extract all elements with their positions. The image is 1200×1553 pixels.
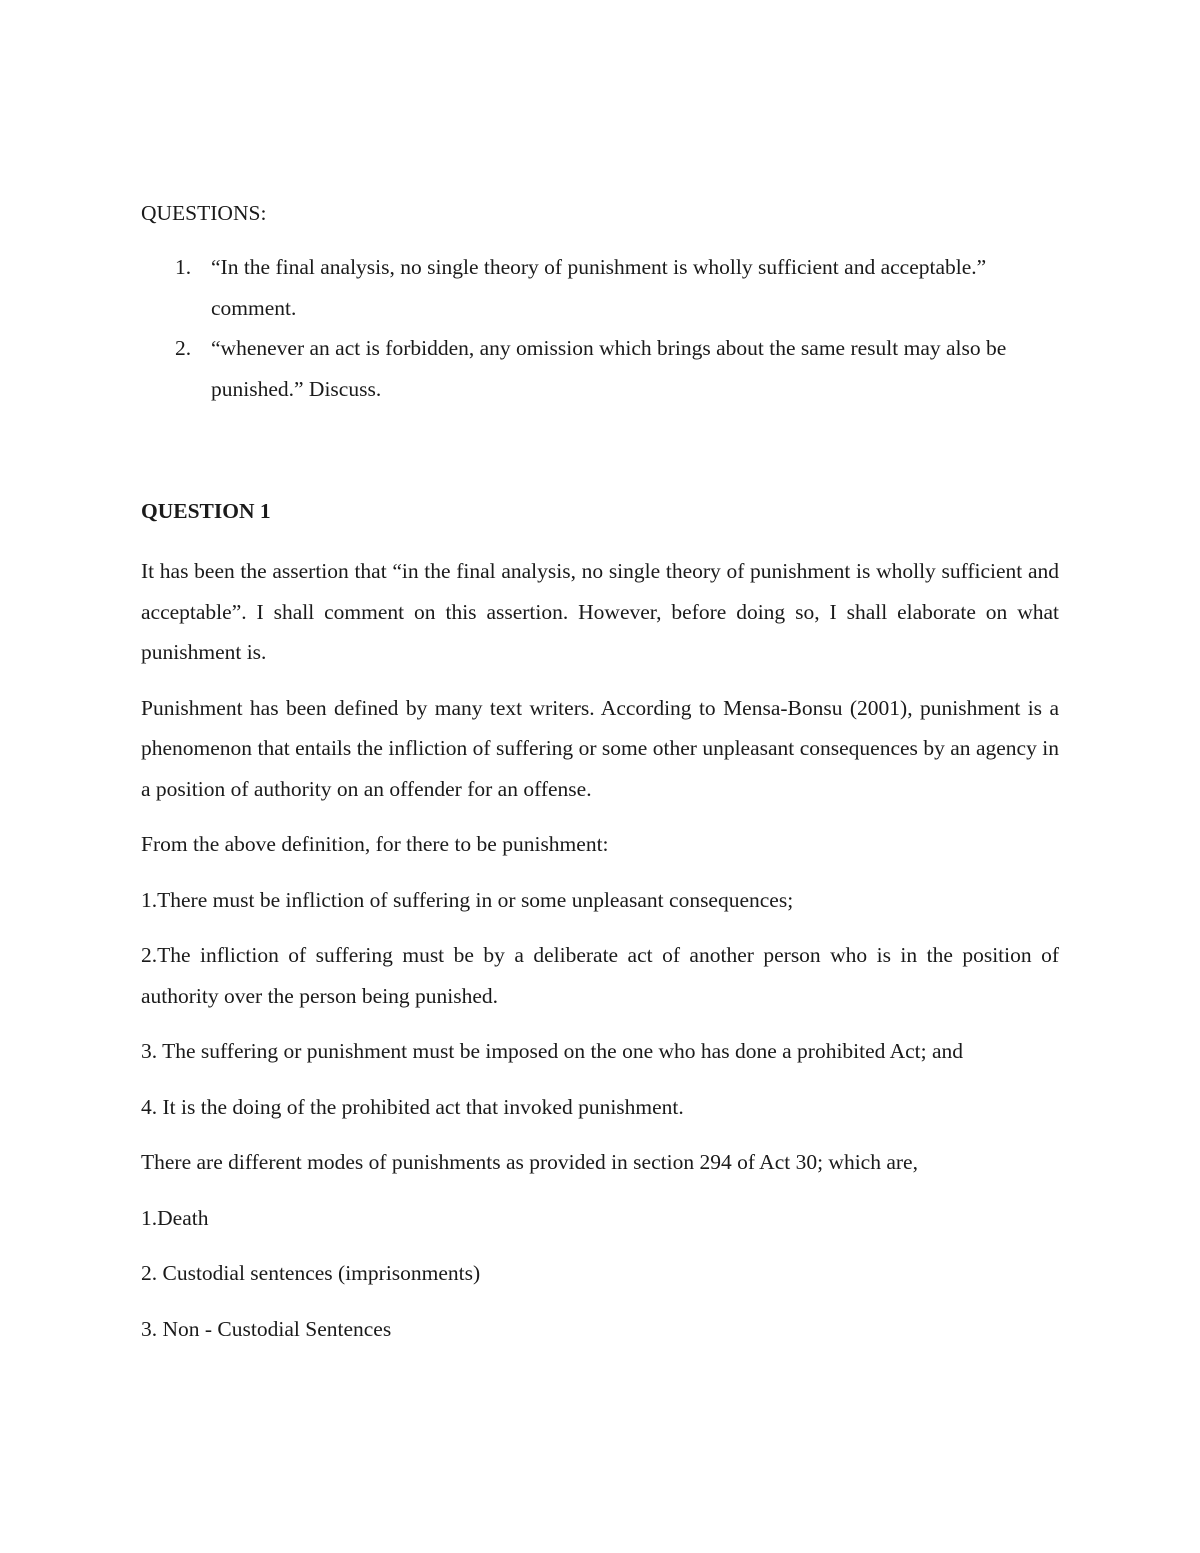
question-text: “In the final analysis, no single theory of punishment is wholly sufficient and acceptable.” comment. bbox=[211, 255, 987, 320]
question-item bbox=[141, 328, 1059, 409]
list-item: 3. Non - Custodial Sentences bbox=[141, 1316, 392, 1341]
question-number: 1. bbox=[175, 255, 192, 279]
question-text: “whenever an act is forbidden, any omission which brings about the same result may also be punished.” Discuss. bbox=[211, 336, 1007, 401]
document-content bbox=[141, 195, 1059, 1349]
paragraph: Punishment has been defined by many text writers. According to Mensa-Bonsu (2001), punishment is a phenomenon that entails the infliction of suffering or some other unpleasant consequences by an agency in a position of authority on an offender for an offense. bbox=[141, 695, 1059, 801]
section-title: QUESTION 1 bbox=[141, 499, 271, 523]
list-item: 3. The suffering or punishment must be imposed on the one who has done a prohibited Act; and bbox=[141, 1039, 964, 1063]
list-item: 2. Custodial sentences (imprisonments) bbox=[141, 1261, 481, 1285]
list-item: 1.Death bbox=[141, 1205, 209, 1230]
list-item: 2.The infliction of suffering must be by a deliberate act of another person who is in the position of authority over the person being punished. bbox=[141, 943, 1059, 1008]
questions-heading: QUESTIONS: bbox=[141, 201, 267, 225]
question-item bbox=[141, 247, 1059, 328]
question-number: 2. bbox=[175, 336, 192, 360]
list-item: 4. It is the doing of the prohibited act that invoked punishment. bbox=[141, 1094, 684, 1119]
questions-list bbox=[141, 247, 1059, 409]
list-item: 1.There must be infliction of suffering in or some unpleasant consequences; bbox=[141, 887, 794, 912]
paragraph: It has been the assertion that “in the final analysis, no single theory of punishment is wholly sufficient and acceptable”. I shall comment on this assertion. However, before doing so, I shall elaborate on what punishment is. bbox=[141, 559, 1059, 664]
paragraph: From the above definition, for there to be punishment: bbox=[141, 832, 609, 856]
paragraph: There are different modes of punishments as provided in section 294 of Act 30; which are, bbox=[141, 1150, 918, 1174]
